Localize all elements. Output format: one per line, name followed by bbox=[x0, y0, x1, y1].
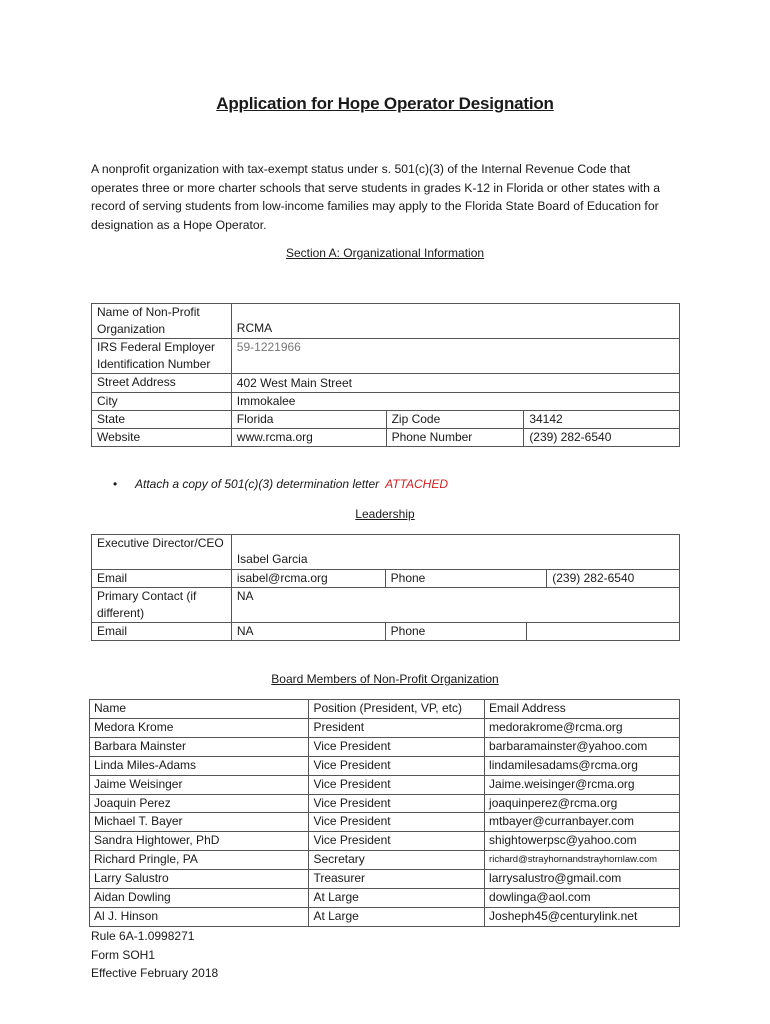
page-title: Application for Hope Operator Designation bbox=[216, 94, 554, 113]
table-row bbox=[90, 794, 680, 813]
table-row bbox=[90, 851, 680, 870]
primary-contact-field[interactable]: NA bbox=[231, 588, 679, 623]
board-member-position[interactable]: Vice President bbox=[309, 775, 485, 794]
primary-email-field[interactable]: NA bbox=[231, 623, 385, 641]
board-member-email[interactable]: shightowerpsc@yahoo.com bbox=[485, 832, 680, 851]
website-label: Website bbox=[92, 429, 232, 447]
attach-instruction bbox=[113, 477, 448, 491]
exec-label: Executive Director/CEO bbox=[92, 535, 232, 570]
board-member-position[interactable]: Vice President bbox=[309, 737, 485, 756]
primary-contact-label: Primary Contact (if different) bbox=[92, 588, 232, 623]
primary-phone-label: Phone bbox=[385, 623, 527, 641]
board-member-name[interactable]: Joaquin Perez bbox=[90, 794, 309, 813]
board-member-name[interactable]: Aidan Dowling bbox=[90, 889, 309, 908]
board-member-name[interactable]: Michael T. Bayer bbox=[90, 813, 309, 832]
board-member-name[interactable]: Medora Krome bbox=[90, 718, 309, 737]
website-field[interactable]: www.rcma.org bbox=[231, 429, 386, 447]
exec-email-label: Email bbox=[92, 570, 232, 588]
primary-phone-field[interactable] bbox=[527, 623, 680, 641]
footer-rule: Rule 6A-1.0998271 bbox=[91, 929, 195, 943]
city-field[interactable]: Immokalee bbox=[231, 393, 679, 411]
board-member-name[interactable]: Barbara Mainster bbox=[90, 737, 309, 756]
board-member-email[interactable]: dowlinga@aol.com bbox=[485, 889, 680, 908]
exec-phone-field[interactable]: (239) 282-6540 bbox=[547, 570, 680, 588]
board-member-email[interactable]: joaquinperez@rcma.org bbox=[485, 794, 680, 813]
header-name: Name bbox=[90, 700, 309, 719]
zip-label: Zip Code bbox=[386, 411, 524, 429]
board-member-position[interactable]: At Large bbox=[309, 907, 485, 926]
board-header-row bbox=[90, 700, 680, 719]
ein-field[interactable]: 59-1221966 bbox=[231, 339, 679, 374]
org-name-label: Name of Non-Profit Organization bbox=[92, 304, 232, 339]
board-member-position[interactable]: Vice President bbox=[309, 756, 485, 775]
state-field[interactable]: Florida bbox=[231, 411, 386, 429]
board-member-position[interactable]: President bbox=[309, 718, 485, 737]
table-row bbox=[90, 813, 680, 832]
board-table bbox=[89, 699, 680, 927]
leadership-table bbox=[91, 534, 680, 641]
board-member-email[interactable]: medorakrome@rcma.org bbox=[485, 718, 680, 737]
exec-email-field[interactable]: isabel@rcma.org bbox=[231, 570, 385, 588]
footer-effective: Effective February 2018 bbox=[91, 966, 219, 980]
phone-label: Phone Number bbox=[386, 429, 524, 447]
phone-field[interactable]: (239) 282-6540 bbox=[524, 429, 680, 447]
zip-field[interactable]: 34142 bbox=[524, 411, 680, 429]
bullet-icon: • bbox=[113, 477, 118, 491]
board-member-position[interactable]: Vice President bbox=[309, 832, 485, 851]
board-heading: Board Members of Non-Profit Organization bbox=[271, 672, 499, 686]
board-member-email[interactable]: richard@strayhornandstrayhornlaw.com bbox=[485, 851, 680, 870]
street-label: Street Address bbox=[92, 374, 232, 393]
intro-paragraph: A nonprofit organization with tax-exempt status under s. 501(c)(3) of the Internal Revenue Code that operates three or more charter schools that serve students in grades K-12 in Florida or other states with a record of serving students from low-income families may apply to the Florida State Board of Education for designation as a Hope Operator. bbox=[91, 162, 661, 232]
org-info-table bbox=[91, 303, 680, 447]
table-row bbox=[90, 832, 680, 851]
header-email: Email Address bbox=[485, 700, 680, 719]
footer-form: Form SOH1 bbox=[91, 947, 156, 962]
board-member-email[interactable]: Jaime.weisinger@rcma.org bbox=[485, 775, 680, 794]
board-member-email[interactable]: mtbayer@curranbayer.com bbox=[485, 813, 680, 832]
table-row bbox=[90, 907, 680, 926]
state-label: State bbox=[92, 411, 232, 429]
city-label: City bbox=[92, 393, 232, 411]
board-member-email[interactable]: lindamilesadams@rcma.org bbox=[485, 756, 680, 775]
board-member-name[interactable]: Al J. Hinson bbox=[90, 907, 309, 926]
board-member-name[interactable]: Larry Salustro bbox=[90, 870, 309, 889]
section-a-heading: Section A: Organizational Information bbox=[285, 246, 485, 260]
exec-field[interactable]: Isabel Garcia bbox=[231, 535, 679, 570]
header-position: Position (President, VP, etc) bbox=[309, 700, 485, 719]
board-member-email[interactable]: larrysalustro@gmail.com bbox=[485, 870, 680, 889]
table-row bbox=[90, 737, 680, 756]
form-footer bbox=[91, 927, 218, 983]
board-member-name[interactable]: Jaime Weisinger bbox=[90, 775, 309, 794]
board-member-position[interactable]: Vice President bbox=[309, 813, 485, 832]
board-member-position[interactable]: Treasurer bbox=[309, 870, 485, 889]
table-row bbox=[90, 870, 680, 889]
board-member-name[interactable]: Linda Miles-Adams bbox=[90, 756, 309, 775]
board-member-name[interactable]: Sandra Hightower, PhD bbox=[90, 832, 309, 851]
ein-label: IRS Federal Employer Identification Number bbox=[92, 339, 232, 374]
board-member-position[interactable]: Secretary bbox=[309, 851, 485, 870]
table-row bbox=[90, 718, 680, 737]
board-member-email[interactable]: barbaramainster@yahoo.com bbox=[485, 737, 680, 756]
attached-status: ATTACHED bbox=[385, 477, 449, 491]
leadership-heading: Leadership bbox=[355, 507, 415, 521]
board-member-name[interactable]: Richard Pringle, PA bbox=[90, 851, 309, 870]
attach-text: Attach a copy of 501(c)(3) determination letter bbox=[135, 477, 380, 491]
table-row bbox=[90, 756, 680, 775]
street-field[interactable]: 402 West Main Street bbox=[231, 374, 679, 393]
exec-phone-label: Phone bbox=[385, 570, 547, 588]
table-row bbox=[90, 775, 680, 794]
board-member-position[interactable]: At Large bbox=[309, 889, 485, 908]
board-member-email[interactable]: Josheph45@centurylink.net bbox=[485, 907, 680, 926]
table-row bbox=[90, 889, 680, 908]
org-name-field[interactable]: RCMA bbox=[231, 304, 679, 339]
primary-email-label: Email bbox=[92, 623, 232, 641]
board-member-position[interactable]: Vice President bbox=[309, 794, 485, 813]
